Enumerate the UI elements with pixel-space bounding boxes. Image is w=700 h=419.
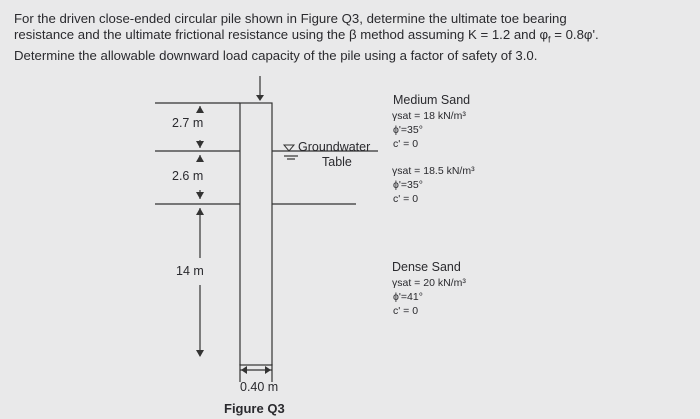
dim-14-arrow-down	[196, 350, 204, 357]
layer2-phi: ϕ'=35°	[393, 179, 423, 191]
dim-label-layer3: 14 m	[176, 264, 204, 278]
dim-2-7-arrow-down	[196, 141, 204, 148]
layer1-phi: ϕ'=35°	[393, 124, 423, 136]
groundwater-triangle-icon	[284, 145, 294, 151]
dim-label-layer2: 2.6 m	[172, 169, 204, 183]
question-line-1: For the driven close-ended circular pile shown in Figure Q3, determine the ultimate toe bearing	[14, 11, 567, 26]
pile-shaft	[240, 103, 272, 365]
layer1-name: Medium Sand	[393, 93, 471, 107]
groundwater-label: Groundwater	[298, 140, 371, 154]
dim-2-7-arrow-up	[196, 106, 204, 113]
dim-2-6-arrow-up	[196, 155, 204, 162]
dim-label-layer1: 2.7 m	[172, 116, 204, 130]
layer3-name: Dense Sand	[392, 260, 461, 274]
layer2-gamma: γsat = 18.5 kN/m³	[392, 165, 475, 177]
groundwater-label-2: Table	[322, 155, 352, 169]
dim-14-arrow-up	[196, 208, 204, 215]
layer2-c: c' = 0	[393, 193, 419, 205]
question-line-2: resistance and the ultimate frictional resistance using the β method assuming K = 1.2 and $\varphi_f = 0.8\varphi'$.	[14, 27, 599, 45]
figure-caption: Figure Q3	[224, 401, 285, 416]
dim-2-6-arrow-down	[196, 192, 204, 199]
layer3-phi: ϕ'=41°	[393, 291, 423, 303]
layer3-c: c' = 0	[393, 305, 419, 317]
layer1-c: c' = 0	[393, 138, 419, 150]
dim-label-diameter: 0.40 m	[240, 380, 279, 394]
dim-diameter-arrow-left	[241, 366, 247, 374]
layer1-gamma: γsat = 18 kN/m³	[392, 110, 466, 122]
load-arrow-head	[256, 95, 264, 101]
question-line-3: Determine the allowable downward load capacity of the pile using a factor of safety of 3.0.	[14, 48, 538, 64]
dim-diameter-arrow-right	[265, 366, 271, 374]
layer3-gamma: γsat = 20 kN/m³	[392, 277, 466, 289]
